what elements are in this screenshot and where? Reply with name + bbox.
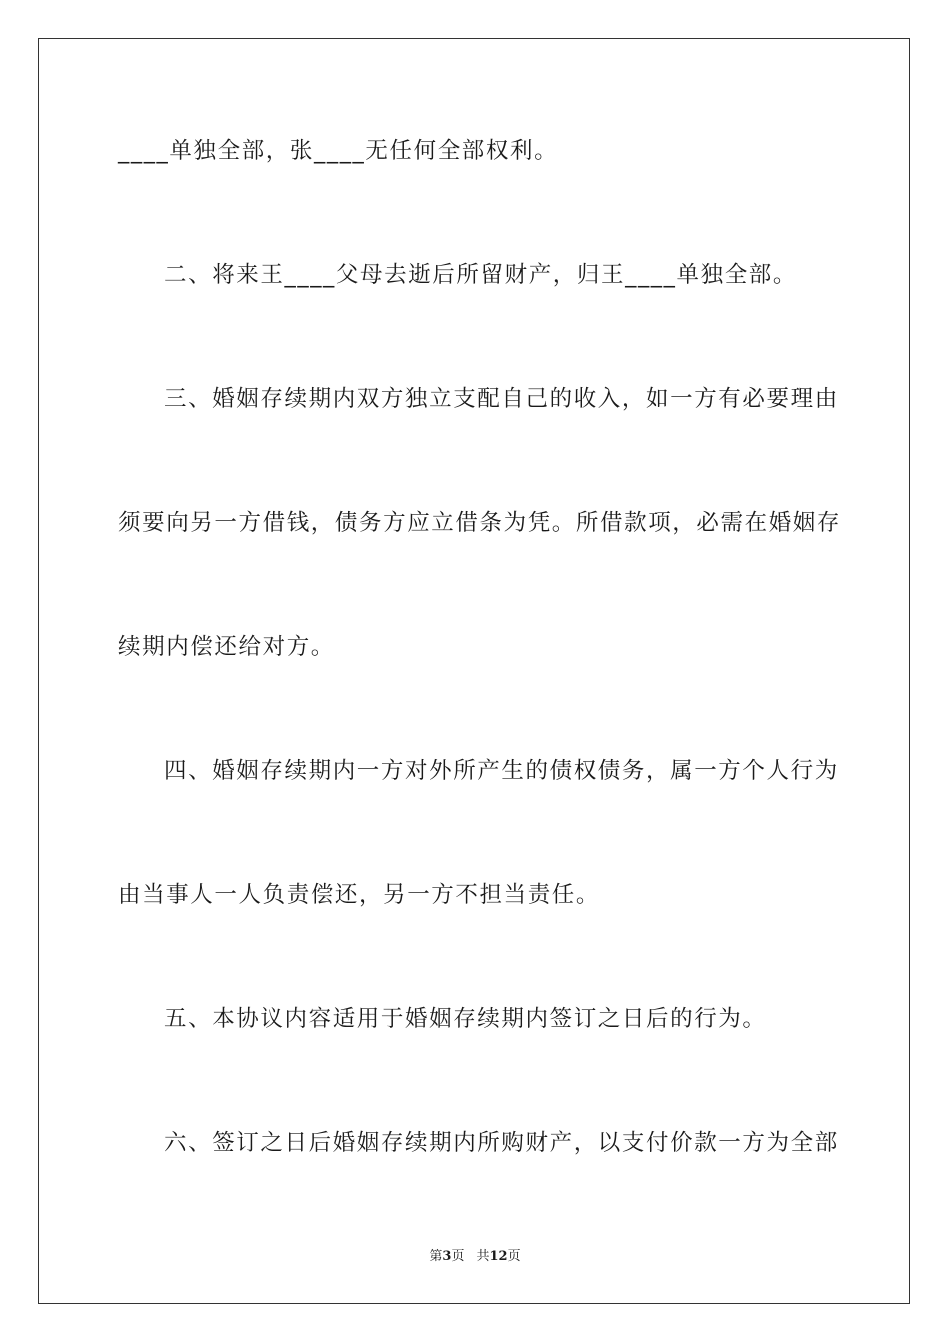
page-footer — [0, 1248, 950, 1266]
total-pages: 12 — [489, 1249, 508, 1264]
clause-6-line-1: 六、签订之日后婚姻存续期内所购财产，以支付价款一方为全部 — [164, 1130, 839, 1156]
page-number: 3 — [442, 1249, 452, 1264]
clause-3-line-2: 须要向另一方借钱，债务方应立借条为凭。所借款项，必需在婚姻存 — [118, 510, 842, 536]
total-suffix: 页 — [507, 1249, 521, 1264]
clause-3-line-1: 三、婚姻存续期内双方独立支配自己的收入，如一方有必要理由 — [164, 386, 839, 412]
clause-4-line-1: 四、婚姻存续期内一方对外所产生的债权债务，属一方个人行为 — [164, 758, 839, 784]
total-prefix: 共 — [476, 1249, 490, 1264]
clause-3-line-3: 续期内偿还给对方。 — [118, 634, 335, 660]
body-line-1: ____单独全部，张____无任何全部权利。 — [118, 138, 559, 164]
clause-4-line-2: 由当事人一人负责偿还，另一方不担当责任。 — [118, 882, 601, 908]
clause-2-line-1: 二、将来王____父母去逝后所留财产，归王____单独全部。 — [164, 262, 798, 288]
page-prefix: 第 — [429, 1249, 443, 1264]
page-suffix: 页 — [451, 1249, 465, 1264]
page-border — [38, 38, 910, 1304]
clause-5-line-1: 五、本协议内容适用于婚姻存续期内签订之日后的行为。 — [164, 1006, 767, 1032]
